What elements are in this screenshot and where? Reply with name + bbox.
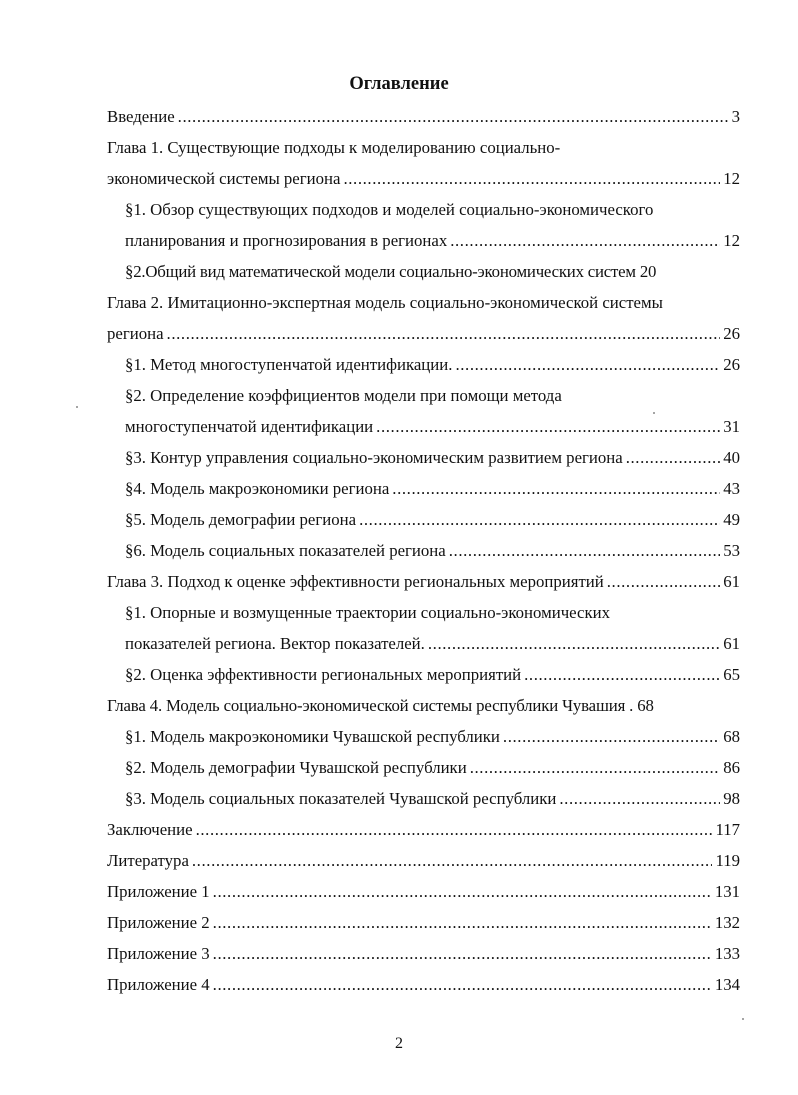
- toc-entry-chapter-1-cont[interactable]: [107, 168, 740, 190]
- dot-leader: [213, 974, 712, 996]
- toc-entry-text: §1. Метод многоступенчатой идентификации.: [125, 355, 453, 374]
- dot-leader: [449, 540, 720, 562]
- toc-entry-text: §3. Модель социальных показателей Чувашской республики: [125, 789, 557, 808]
- toc-entry-text: показателей региона. Вектор показателей.: [125, 634, 425, 653]
- toc-entry-appendix-1[interactable]: [107, 881, 740, 903]
- toc-entry-text: §6. Модель социальных показателей региона: [125, 541, 446, 560]
- dot-leader: [470, 757, 721, 779]
- toc-entry-page: 131: [714, 882, 740, 901]
- toc-entry-appendix-3[interactable]: [107, 943, 740, 965]
- toc-entry-page: 49: [723, 510, 740, 529]
- toc-entry-text: экономической системы региона: [107, 169, 341, 188]
- toc-entry-text: Глава 2. Имитационно-экспертная модель социально-экономической системы: [107, 293, 663, 312]
- toc-entry-ch1-sec1-cont[interactable]: [125, 230, 740, 252]
- toc-entry-page: 68: [637, 696, 654, 715]
- dot-leader: [213, 881, 712, 903]
- toc-entry-text: §2.Общий вид математической модели социально-экономических систем: [125, 262, 636, 281]
- toc-entry-text: §1. Опорные и возмущенные траектории социально-экономических: [125, 603, 610, 622]
- toc-entry-page: 68: [723, 727, 740, 746]
- dot-leader: [178, 106, 729, 128]
- toc-entry-text: §3. Контур управления социально-экономическим развитием региона: [125, 448, 623, 467]
- toc-entry-ch2-sec3[interactable]: [125, 447, 740, 469]
- toc-entry-text: Глава 3. Подход к оценке эффективности региональных мероприятий: [107, 572, 604, 591]
- dot-leader: [196, 819, 713, 841]
- toc-entry-text: §5. Модель демографии региона: [125, 510, 357, 529]
- toc-entry-text: Приложение 2: [107, 913, 210, 932]
- toc-entry-page: 26: [723, 324, 740, 343]
- toc-entry-text: Глава 4. Модель социально-экономической системы республики Чувашия .: [107, 696, 634, 715]
- dot-leader: [607, 571, 720, 593]
- dot-leader: [559, 788, 720, 810]
- dot-leader: [343, 168, 720, 190]
- dot-leader: [450, 230, 720, 252]
- toc-entry-ch1-sec1[interactable]: [125, 199, 740, 221]
- toc-entry-ch3-sec1[interactable]: [125, 602, 740, 624]
- page-number: 2: [395, 1035, 403, 1052]
- toc-entry-page: 132: [714, 913, 740, 932]
- toc-entry-page: 20: [639, 262, 657, 281]
- toc-entry-text: Приложение 3: [107, 944, 210, 963]
- toc-entry-ch2-sec1[interactable]: [125, 354, 740, 376]
- toc-entry-text: §2. Определение коэффициентов модели при помощи метода: [125, 386, 562, 405]
- toc-entry-page: 134: [714, 975, 740, 994]
- toc-entry-text: Глава 1. Существующие подходы к моделированию социально-: [107, 138, 561, 157]
- toc-title: Оглавление: [349, 74, 449, 94]
- toc-entry-literature[interactable]: [107, 850, 740, 872]
- toc-entry-text: Введение: [107, 107, 175, 126]
- dot-leader: [192, 850, 713, 872]
- dot-leader: [455, 354, 720, 376]
- toc-entry-text: §2. Оценка эффективности региональных мероприятий: [125, 665, 522, 684]
- toc-entry-text: §4. Модель макроэкономики региона: [125, 479, 390, 498]
- toc-entry-page: 133: [714, 944, 740, 963]
- dot-leader: [392, 478, 720, 500]
- toc-entry-conclusion[interactable]: [107, 819, 740, 841]
- toc-entry-page: 12: [723, 169, 740, 188]
- toc-entry-page: 43: [723, 479, 740, 498]
- dot-leader: [503, 726, 720, 748]
- toc-entry-ch2-sec2-cont[interactable]: [125, 416, 740, 438]
- toc-entry-ch2-sec6[interactable]: [125, 540, 740, 562]
- toc-entry-ch4-sec3[interactable]: [125, 788, 740, 810]
- toc-entry-chapter-1[interactable]: [107, 137, 740, 159]
- toc-entry-text: §1. Обзор существующих подходов и моделей социально-экономического: [125, 200, 654, 219]
- toc-entry-page: 31: [723, 417, 740, 436]
- toc-entry-page: 12: [723, 231, 740, 250]
- dot-leader: [359, 509, 720, 531]
- dot-leader: [213, 912, 712, 934]
- toc-entry-page: 61: [723, 572, 740, 591]
- toc-entry-chapter-4[interactable]: [107, 695, 740, 717]
- toc-entry-text: Литература: [107, 851, 189, 870]
- toc-entry-appendix-2[interactable]: [107, 912, 740, 934]
- toc-entry-ch1-sec2[interactable]: [125, 261, 740, 283]
- toc-entry-page: 65: [723, 665, 740, 684]
- toc-entry-page: 53: [723, 541, 740, 560]
- toc-entry-page: 26: [723, 355, 740, 374]
- dot-leader: [213, 943, 712, 965]
- toc-entry-text: Приложение 4: [107, 975, 210, 994]
- toc-entry-text: многоступенчатой идентификации: [125, 417, 374, 436]
- dot-leader: [626, 447, 721, 469]
- toc-entry-ch2-sec2[interactable]: [125, 385, 740, 407]
- toc-entry-page: 119: [715, 851, 740, 870]
- dot-leader: [524, 664, 720, 686]
- toc-entry-appendix-4[interactable]: [107, 974, 740, 996]
- scan-speck: [76, 406, 78, 408]
- toc-entry-ch2-sec4[interactable]: [125, 478, 740, 500]
- dot-leader: [167, 323, 721, 345]
- toc-entry-text: §1. Модель макроэкономики Чувашской республики: [125, 727, 500, 746]
- toc-entry-page: 98: [723, 789, 740, 808]
- toc-entry-page: 86: [723, 758, 740, 777]
- toc-entry-text: §2. Модель демографии Чувашской республики: [125, 758, 467, 777]
- scan-speck: [742, 1018, 744, 1020]
- toc-entry-chapter-2[interactable]: [107, 292, 740, 314]
- toc-entry-text: планирования и прогнозирования в регионах: [125, 231, 448, 250]
- dot-leader: [428, 633, 720, 655]
- toc-entry-page: 3: [731, 107, 740, 126]
- toc-entry-introduction[interactable]: [107, 106, 740, 128]
- toc-entry-page: 117: [715, 820, 740, 839]
- toc-entry-ch3-sec1-cont[interactable]: [125, 633, 740, 655]
- dot-leader: [376, 416, 720, 438]
- toc-entry-text: региона: [107, 324, 164, 343]
- toc-entry-page: 40: [723, 448, 740, 467]
- toc-entry-chapter-2-cont[interactable]: [107, 323, 740, 345]
- scan-speck: [653, 412, 655, 414]
- toc-entry-ch4-sec1[interactable]: [125, 726, 740, 748]
- toc-entry-ch4-sec2[interactable]: [125, 757, 740, 779]
- toc-entry-text: Приложение 1: [107, 882, 210, 901]
- toc-entry-ch2-sec5[interactable]: [125, 509, 740, 531]
- toc-entry-page: 61: [723, 634, 740, 653]
- toc-entry-text: Заключение: [107, 820, 193, 839]
- toc-entry-chapter-3[interactable]: [107, 571, 740, 593]
- toc-entry-ch3-sec2[interactable]: [125, 664, 740, 686]
